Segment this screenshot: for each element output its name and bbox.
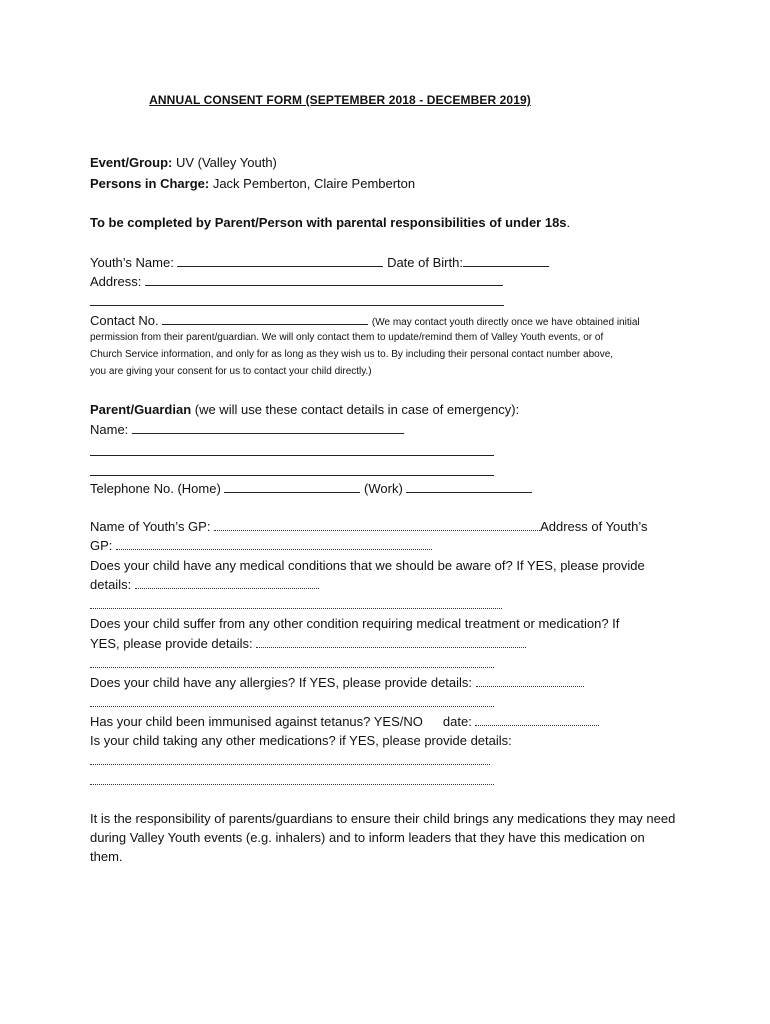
form-title: ANNUAL CONSENT FORM (SEPTEMBER 2018 - DECEMBER 2019)	[149, 93, 531, 107]
parent-name-row	[90, 421, 404, 439]
q-allergies: Does your child have any allergies? If YES, please provide details:	[90, 675, 476, 690]
contact-label: Contact No.	[90, 313, 163, 328]
contact-field[interactable]	[162, 312, 368, 325]
gp-name-field[interactable]	[214, 518, 540, 531]
dob-label: Date of Birth:	[383, 255, 463, 270]
address-row	[90, 273, 503, 291]
gp-label: Name of Youth’s GP:	[90, 519, 215, 534]
tel-work-field[interactable]	[406, 480, 532, 493]
q-condition-2: YES, please provide details:	[90, 636, 257, 651]
gp-row	[90, 518, 648, 536]
tel-home-field[interactable]	[224, 480, 360, 493]
q-condition-row	[90, 635, 526, 653]
q-condition-field-2[interactable]	[90, 667, 494, 668]
telephone-row	[90, 480, 532, 498]
responsibility-paragraph: It is the responsibility of parents/guardians to ensure their child brings any medications they may need during Valley Youth events (e.g. inhalers) and to inform leaders that they have this medication on them.	[90, 811, 676, 864]
q-medications-field-1[interactable]	[90, 764, 490, 765]
parent-guardian-label: Parent/Guardian	[90, 402, 192, 417]
gp-address-label: Address of Youth’s	[540, 519, 648, 534]
contact-row	[90, 312, 640, 331]
youth-name-row	[90, 254, 549, 272]
q-tetanus: Has your child been immunised against tetanus? YES/NO	[90, 714, 423, 729]
q-medical-details-row	[90, 576, 319, 594]
gp-label-2: GP:	[90, 538, 117, 553]
contact-note-2: permission from their parent/guardian. We will only contact them to update/remind them of Valley Youth events, or of	[90, 332, 604, 343]
parent-details-field-2[interactable]	[90, 475, 494, 476]
event-group-value: UV (Valley Youth)	[172, 155, 277, 170]
address-field-1[interactable]	[145, 273, 503, 286]
q-allergies-field[interactable]	[476, 674, 584, 687]
q-medical-details-field-2[interactable]	[90, 608, 502, 609]
tel-home-label: Telephone No. (Home)	[90, 481, 225, 496]
q-condition-1: Does your child suffer from any other condition requiring medical treatment or medication? If	[90, 616, 620, 631]
q-medical-details-field[interactable]	[135, 576, 319, 589]
instruction-end: .	[566, 215, 571, 230]
q-tetanus-date-field[interactable]	[475, 713, 599, 726]
q-tetanus-row	[90, 713, 599, 731]
instruction-text: To be completed by Parent/Person with parental responsibilities of under 18s	[90, 215, 567, 230]
youth-name-field[interactable]	[177, 254, 383, 267]
address-field-2[interactable]	[90, 305, 504, 306]
persons-in-charge-label: Persons in Charge:	[90, 176, 210, 191]
parent-name-field[interactable]	[132, 421, 404, 434]
tel-work-label: (Work)	[360, 481, 407, 496]
address-label: Address:	[90, 274, 145, 289]
q-medications: Is your child taking any other medications? if YES, please provide details:	[90, 733, 512, 748]
parent-name-label: Name:	[90, 422, 132, 437]
q-allergies-row	[90, 674, 584, 692]
q-medications-field-2[interactable]	[90, 784, 494, 785]
persons-in-charge-row	[90, 175, 415, 193]
dob-field[interactable]	[463, 254, 549, 267]
contact-note-4: you are giving your consent for us to contact your child directly.)	[90, 366, 372, 377]
q-medical-details-label: details:	[90, 577, 135, 592]
parent-guardian-note: (we will use these contact details in case of emergency):	[191, 402, 520, 417]
q-medical: Does your child have any medical conditions that we should be aware of? If YES, please provide	[90, 558, 645, 573]
instruction-row	[90, 214, 570, 232]
youth-name-label: Youth’s Name:	[90, 255, 178, 270]
event-group-row	[90, 154, 277, 172]
persons-in-charge-value: Jack Pemberton, Claire Pemberton	[209, 176, 416, 191]
gp-row-2	[90, 537, 432, 555]
parent-guardian-row	[90, 401, 519, 419]
q-tetanus-date-label: date:	[442, 714, 476, 729]
gp-address-field[interactable]	[116, 537, 432, 550]
contact-note-3: Church Service information, and only for as long as they wish us to. By including their personal contact number above,	[90, 349, 614, 360]
contact-note-1: (We may contact youth directly once we have obtained initial	[371, 317, 640, 328]
q-condition-field[interactable]	[256, 635, 526, 648]
parent-details-field-1[interactable]	[90, 455, 494, 456]
event-group-label: Event/Group:	[90, 155, 173, 170]
q-allergies-field-2[interactable]	[90, 706, 494, 707]
